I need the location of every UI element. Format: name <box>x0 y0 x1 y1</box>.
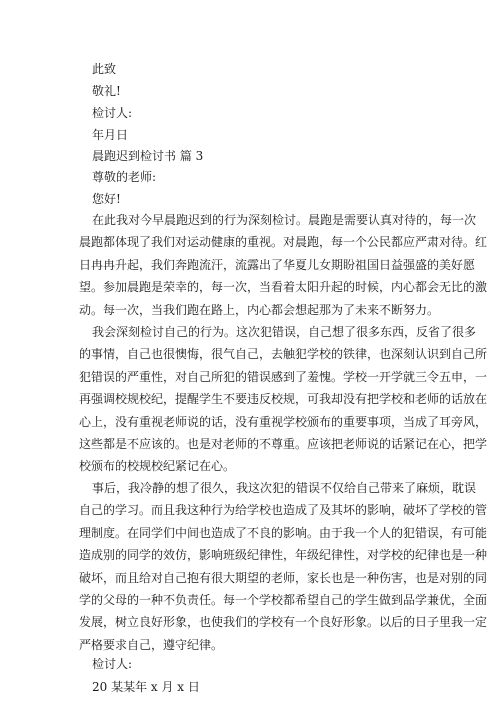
paragraph-line: 严格要求自己，遵守纪律。 <box>79 637 224 652</box>
paragraph-line: 犯错误的严重性，对自己所犯的错误感到了羞愧。学校一开学就三令五申，一 <box>79 369 488 384</box>
paragraph-line: 再强调校规校纪，提醒学生不要违反校规，可我却没有把学校和老师的话放在 <box>79 392 488 407</box>
salutation: 尊敬的老师: <box>92 170 157 184</box>
paragraph-line: 发展，树立良好形象，也使我们的学校有一个良好形象。以后的日子里我一定 <box>79 615 488 630</box>
paragraph-line: 事后，我冷静的想了很久，我这次犯的错误不仅给自己带来了麻烦，耽误 <box>92 481 477 495</box>
paragraph-line: 自己的学习。而且我这种行为给学校也造成了及其坏的影响，破坏了学校的管 <box>79 503 488 518</box>
paragraph-2 <box>79 321 488 478</box>
paragraph-line: 日冉冉升起，我们奔跑流汗，流露出了华夏儿女期盼祖国日益强盛的美好愿 <box>79 257 476 272</box>
closing-jing-li: 敬礼! <box>92 84 121 98</box>
signoff-date: 20 某某年 x 月 x 日 <box>92 680 200 694</box>
closing-reviewer-label: 检讨人: <box>92 106 133 120</box>
paragraph-line: 学的父母的一种不负责任。每一个学校都希望自己的学生做到品学兼优，全面 <box>79 592 488 607</box>
closing-ci-zhi: 此致 <box>92 62 117 76</box>
paragraph-line: 破坏，而且给对自己抱有很大期望的老师，家长也是一种伤害，也是对别的同 <box>79 570 488 585</box>
paragraph-line: 动。每一次，当我们跑在路上，内心都会想起那为了未来不断努力。 <box>79 302 440 317</box>
paragraph-1 <box>79 209 488 321</box>
signoff-reviewer-label: 检讨人: <box>92 657 133 671</box>
paragraph-line: 的事情，自己也很懊悔，很气自己，去触犯学校的铁律，也深刻认识到自己所 <box>79 347 488 362</box>
paragraph-3 <box>79 477 488 656</box>
paragraph-line: 理制度。在同学们中间也造成了不良的影响。由于我一个人的犯错误，有可能 <box>79 525 488 540</box>
paragraph-line: 心上，没有重视老师说的话，没有重视学校颁布的重要事项，当成了耳旁风， <box>79 414 488 429</box>
paragraph-line: 晨跑都体现了我们对运动健康的重视。对晨跑，每一个公民都应严肃对待。红 <box>79 235 488 250</box>
greeting: 您好! <box>92 192 121 206</box>
paragraph-line: 我会深刻检讨自己的行为。这次犯错误，自己想了很多东西，反省了很多 <box>92 325 477 339</box>
paragraph-line: 在此我对今早晨跑迟到的行为深刻检讨。晨跑是需要认真对待的，每一次 <box>92 213 477 227</box>
paragraph-line: 这些都是不应该的。也是对老师的不尊重。应该把老师说的话紧记在心，把学 <box>79 436 488 451</box>
closing-date: 年月日 <box>92 128 129 142</box>
paragraph-line: 校颁布的校规校纪紧记在心。 <box>79 459 236 474</box>
paragraph-line: 造成别的同学的效仿，影响班级纪律性，年级纪律性，对学校的纪律也是一种 <box>79 548 488 563</box>
section-title: 晨跑迟到检讨书 篇 3 <box>92 149 204 163</box>
paragraph-line: 望。参加晨跑是荣幸的，每一次，当看着太阳升起的时候，内心都会无比的激 <box>79 280 488 295</box>
